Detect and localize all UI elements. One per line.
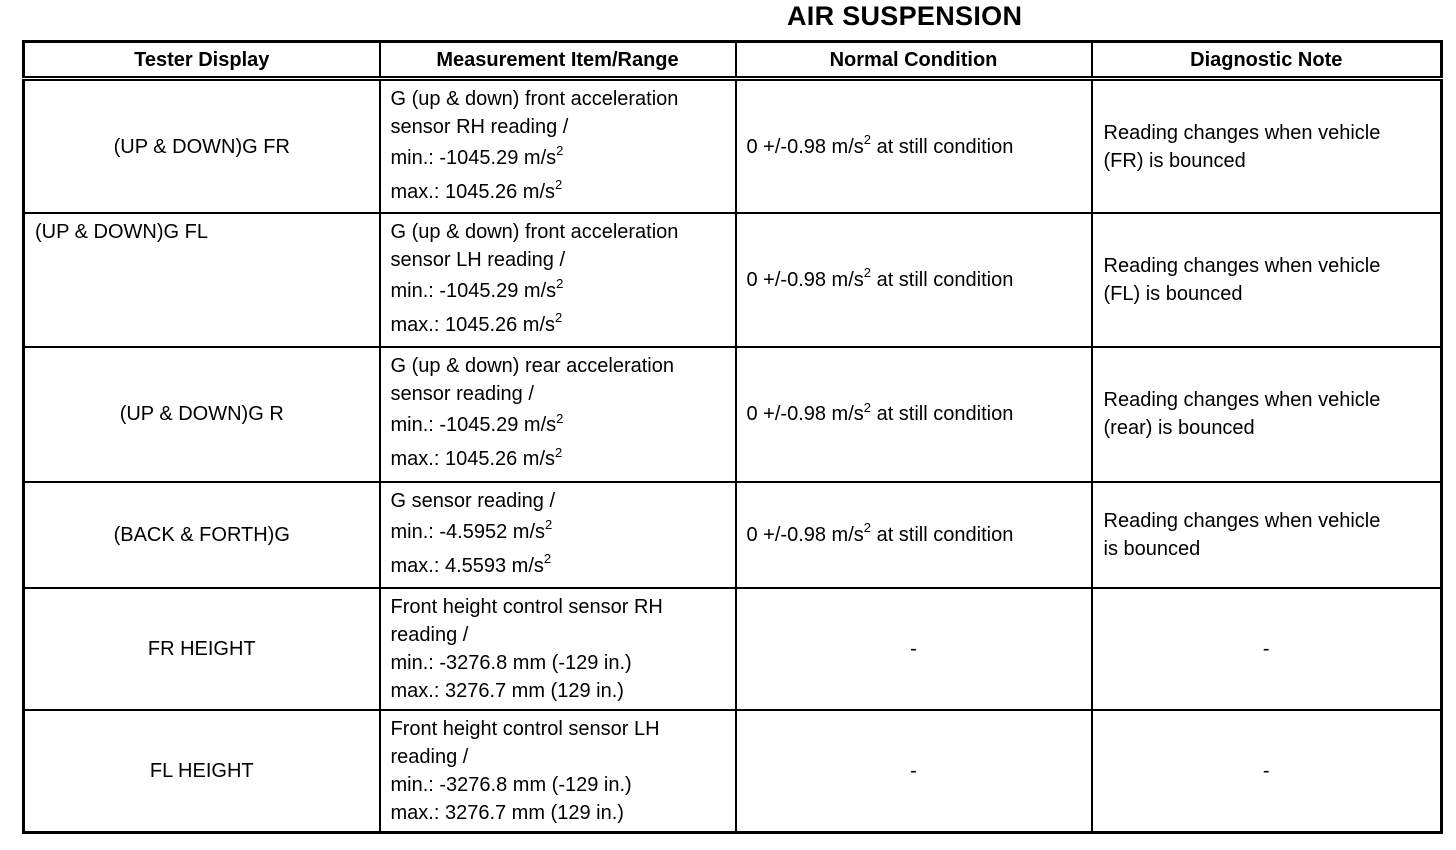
header-tester-display: Tester Display	[24, 42, 380, 79]
air-suspension-table	[22, 40, 1443, 834]
measurement-max: max.: 3276.7 mm (129 in.)	[390, 679, 624, 702]
normal-condition-cell: 0 +/-0.98 $m/s^2$ at still condition	[736, 347, 1092, 481]
normal-condition-cell: -	[736, 588, 1092, 710]
measurement-line: Front height control sensor RH	[390, 595, 663, 618]
table-row	[24, 710, 1442, 832]
measurement-line: Front height control sensor LH	[390, 718, 660, 741]
measurement-line: G (up & down) front acceleration	[390, 221, 679, 244]
measurement-min: min.: -4.5952 $m/s^2$	[390, 517, 553, 543]
measurement-line: sensor RH reading /	[390, 115, 569, 138]
table-row	[24, 588, 1442, 710]
normal-condition-cell: 0 +/-0.98 $m/s^2$ at still condition	[736, 79, 1092, 213]
tester-display-cell: (UP & DOWN)G R	[24, 347, 380, 481]
measurement-min: min.: -1045.29 $m/s^2$	[390, 410, 564, 437]
measurement-line: G (up & down) front acceleration	[390, 87, 679, 110]
tester-display-cell: FR HEIGHT	[24, 588, 380, 710]
normal-condition-cell: -	[736, 710, 1092, 832]
measurement-line: reading /	[390, 623, 469, 646]
table-row	[24, 347, 1442, 481]
table-row	[24, 213, 1442, 347]
measurement-line: G (up & down) rear acceleration	[390, 355, 674, 378]
measurement-line: sensor reading /	[390, 383, 534, 406]
diagnostic-note-cell: -	[1092, 710, 1442, 832]
tester-display-cell: (UP & DOWN)G FL	[24, 213, 380, 347]
tester-display-cell: FL HEIGHT	[24, 710, 380, 832]
measurement-min: min.: -3276.8 mm (-129 in.)	[390, 774, 632, 797]
table-header-row	[24, 42, 1442, 79]
measurement-max: max.: 1045.26 $m/s^2$	[390, 444, 563, 471]
normal-condition-cell: 0 +/-0.98 $m/s^2$ at still condition	[736, 213, 1092, 347]
measurement-min: min.: -1045.29 $m/s^2$	[390, 142, 564, 169]
diagnostic-note-cell: Reading changes when vehicle is bounced	[1092, 482, 1442, 588]
diagnostic-note-cell: Reading changes when vehicle (FL) is bounced	[1092, 213, 1442, 347]
page-title: AIR SUSPENSION	[787, 1, 1023, 31]
measurement-max: max.: 1045.26 $m/s^2$	[390, 310, 563, 337]
measurement-line: G sensor reading /	[390, 489, 556, 512]
measurement-max: max.: 1045.26 $m/s^2$	[390, 176, 563, 203]
measurement-min: min.: -1045.29 $m/s^2$	[390, 276, 564, 303]
measurement-cell	[380, 710, 736, 832]
table-row	[24, 482, 1442, 588]
measurement-cell	[380, 213, 736, 347]
header-measurement-item: Measurement Item/Range	[380, 42, 736, 79]
diagnostic-note-cell: -	[1092, 588, 1442, 710]
diagnostic-note-cell: Reading changes when vehicle (rear) is bounced	[1092, 347, 1442, 481]
header-normal-condition: Normal Condition	[736, 42, 1092, 79]
measurement-line: reading /	[390, 746, 469, 769]
measurement-max: max.: 3276.7 mm (129 in.)	[390, 802, 624, 825]
measurement-max: max.: 4.5593 $m/s^2$	[390, 551, 552, 577]
tester-display-cell: (UP & DOWN)G FR	[24, 79, 380, 213]
measurement-cell	[380, 79, 736, 213]
measurement-cell	[380, 588, 736, 710]
table-row	[24, 79, 1442, 213]
measurement-cell	[380, 347, 736, 481]
normal-condition-cell: 0 +/-0.98 $m/s^2$ at still condition	[736, 482, 1092, 588]
diagnostic-note-cell: Reading changes when vehicle (FR) is bounced	[1092, 79, 1442, 213]
measurement-cell	[380, 482, 736, 588]
measurement-min: min.: -3276.8 mm (-129 in.)	[390, 651, 632, 674]
measurement-line: sensor LH reading /	[390, 249, 566, 272]
header-diagnostic-note: Diagnostic Note	[1092, 42, 1442, 79]
tester-display-cell: (BACK & FORTH)G	[24, 482, 380, 588]
